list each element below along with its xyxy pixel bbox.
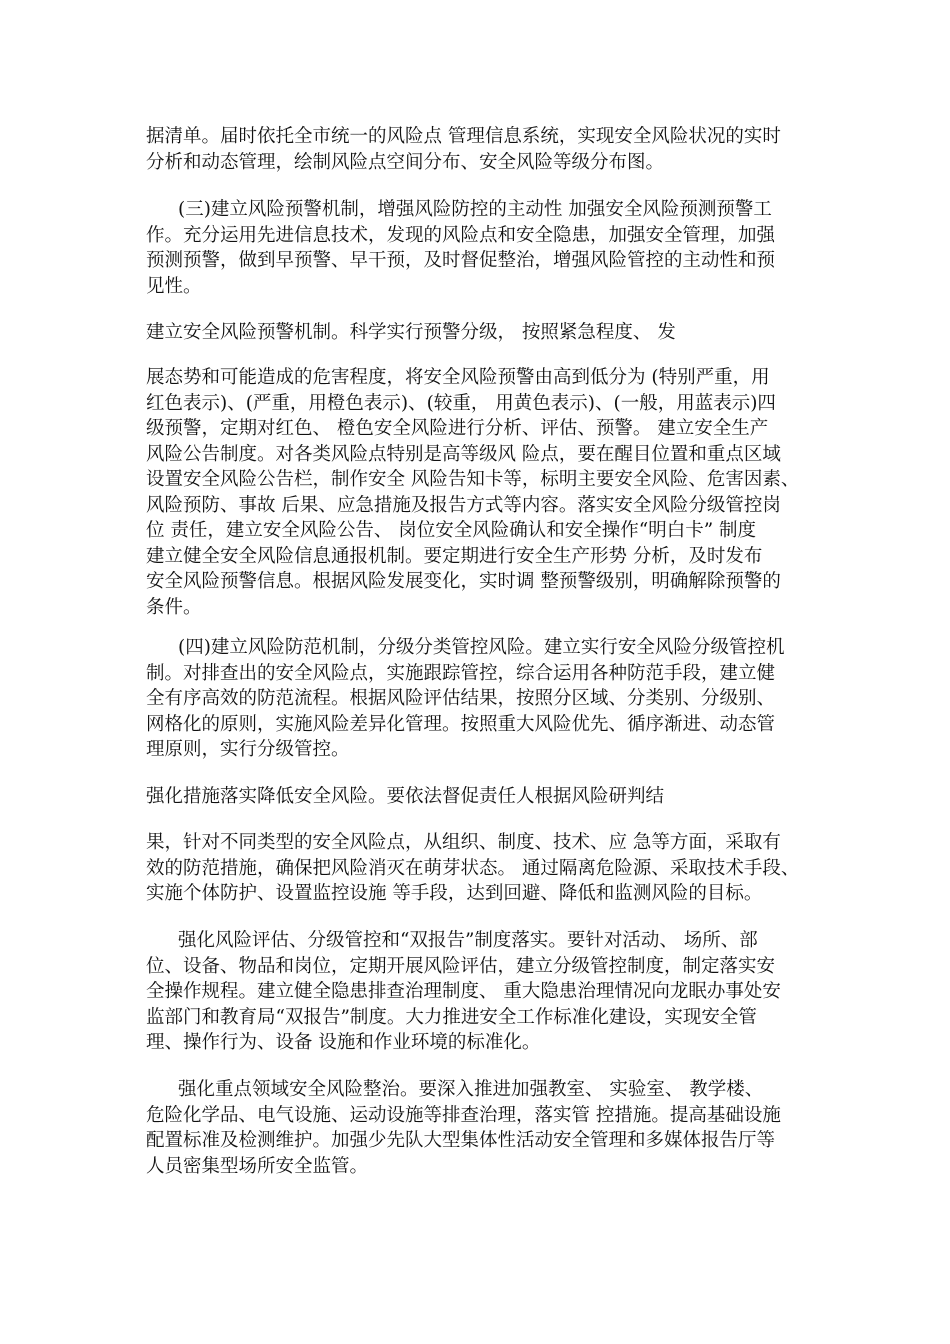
text-line: 网格化的原则，实施风险差异化管理。按照重大风险优先、循序渐进、动态管 [146, 713, 776, 735]
text-line: 理、操作行为、设备 设施和作业环境的标准化。 [146, 1032, 541, 1053]
paragraph-risk-assessment [146, 928, 814, 1056]
paragraph-warning-levels [146, 365, 814, 620]
text-line: 配置标准及检测维护。加强少先队大型集体性活动安全管理和多媒体报告厅等 [146, 1130, 776, 1151]
text-line: 全有序高效的防范流程。根据风险评估结果，按照分区域、分类别、分级别、 [146, 688, 776, 709]
text-line: 见性。 [146, 275, 202, 297]
text-line: 据清单。届时依托全市统一的风险点 管理信息系统，实现安全风险状况的实时 [146, 126, 781, 147]
paragraph-key-areas [146, 1077, 814, 1179]
text-line: 建立健全安全风险信息通报机制。要定期进行安全生产形势 分析，及时发布 [146, 545, 763, 567]
text-line: 位 责任，建立安全风险公告、 岗位安全风险确认和安全操作“明白卡” 制度 [146, 520, 757, 541]
text-line: 建立安全风险预警机制。科学实行预警分级， 按照紧急程度、 发 [146, 322, 676, 343]
text-line: 展态势和可能造成的危害程度，将安全风险预警由高到低分为 (特别严重，用 [146, 367, 770, 388]
text-line: 果，针对不同类型的安全风险点，从组织、制度、技术、应 急等方面，采取有 [146, 832, 781, 853]
text-line: 实施个体防护、设置监控设施 等手段，达到回避、降低和监测风险的目标。 [146, 883, 763, 904]
text-line: 制。对排查出的安全风险点，实施跟踪管控，综合运用各种防范手段，建立健 [146, 662, 776, 684]
text-line: 风险公告制度。对各类风险点特别是高等级风 险点，要在醒目位置和重点区域 [146, 443, 781, 465]
text-line: (三)建立风险预警机制，增强风险防控的主动性 加强安全风险预测预警工 [178, 199, 772, 220]
text-line: (四)建立风险防范机制，分级分类管控风险。建立实行安全风险分级管控机 [178, 637, 785, 658]
text-line: 级预警，定期对红色、 橙色安全风险进行分析、评估、预警。 建立安全生产 [146, 418, 769, 439]
text-line: 强化措施落实降低安全风险。要依法督促责任人根据风险研判结 [146, 786, 665, 807]
text-line: 强化风险评估、分级管控和“双报告”制度落实。要针对活动、 场所、部 [178, 930, 758, 951]
text-line: 条件。 [146, 596, 202, 618]
paragraph-risk-prevention [146, 635, 814, 763]
text-line: 理原则，实行分级管控。 [146, 739, 350, 760]
text-line: 分析和动态管理，绘制风险点空间分布、安全风险等级分布图。 [146, 151, 665, 173]
text-line: 红色表示)、(严重，用橙色表示)、(较重， 用黄色表示)、(一般，用蓝表示)四 [146, 392, 776, 414]
text-line: 位、设备、物品和岗位，定期开展风险评估，建立分级管控制度，制定落实安 [146, 955, 776, 977]
text-line: 危险化学品、电气设施、运动设施等排查治理，落实管 控措施。提高基础设施 [146, 1104, 781, 1126]
text-line: 强化重点领域安全风险整治。要深入推进加强教室、 实验室、 教学楼、 [178, 1079, 764, 1100]
text-line: 监部门和教育局“双报告”制度。大力推进安全工作标准化建设，实现安全管 [146, 1006, 757, 1028]
text-line: 设置安全风险公告栏，制作安全 风险告知卡等，标明主要安全风险、危害因素、 [146, 469, 800, 490]
text-line: 全操作规程。建立健全隐患排查治理制度、 重大隐患治理情况向龙眠办事处安 [146, 981, 781, 1002]
paragraph-measures-detail [146, 830, 814, 907]
paragraph-measures [146, 784, 814, 810]
text-line: 人员密集型场所安全监管。 [146, 1155, 369, 1177]
paragraph-early-warning [146, 197, 814, 299]
text-line: 效的防范措施，确保把风险消灭在萌芽状态。 通过隔离危险源、采取技术手段、 [146, 857, 800, 879]
text-line: 预测预警，做到早预警、早干预，及时督促整治，增强风险管控的主动性和预 [146, 250, 776, 271]
text-line: 安全风险预警信息。根据风险发展变化，实时调 整预警级别，明确解除预警的 [146, 571, 781, 592]
text-line: 作。充分运用先进信息技术，发现的风险点和安全隐患，加强安全管理，加强 [146, 224, 776, 246]
paragraph-data-list [146, 124, 814, 175]
paragraph-warning-grading [146, 320, 814, 346]
text-line: 风险预防、事故 后果、应急措施及报告方式等内容。落实安全风险分级管控岗 [146, 494, 781, 516]
